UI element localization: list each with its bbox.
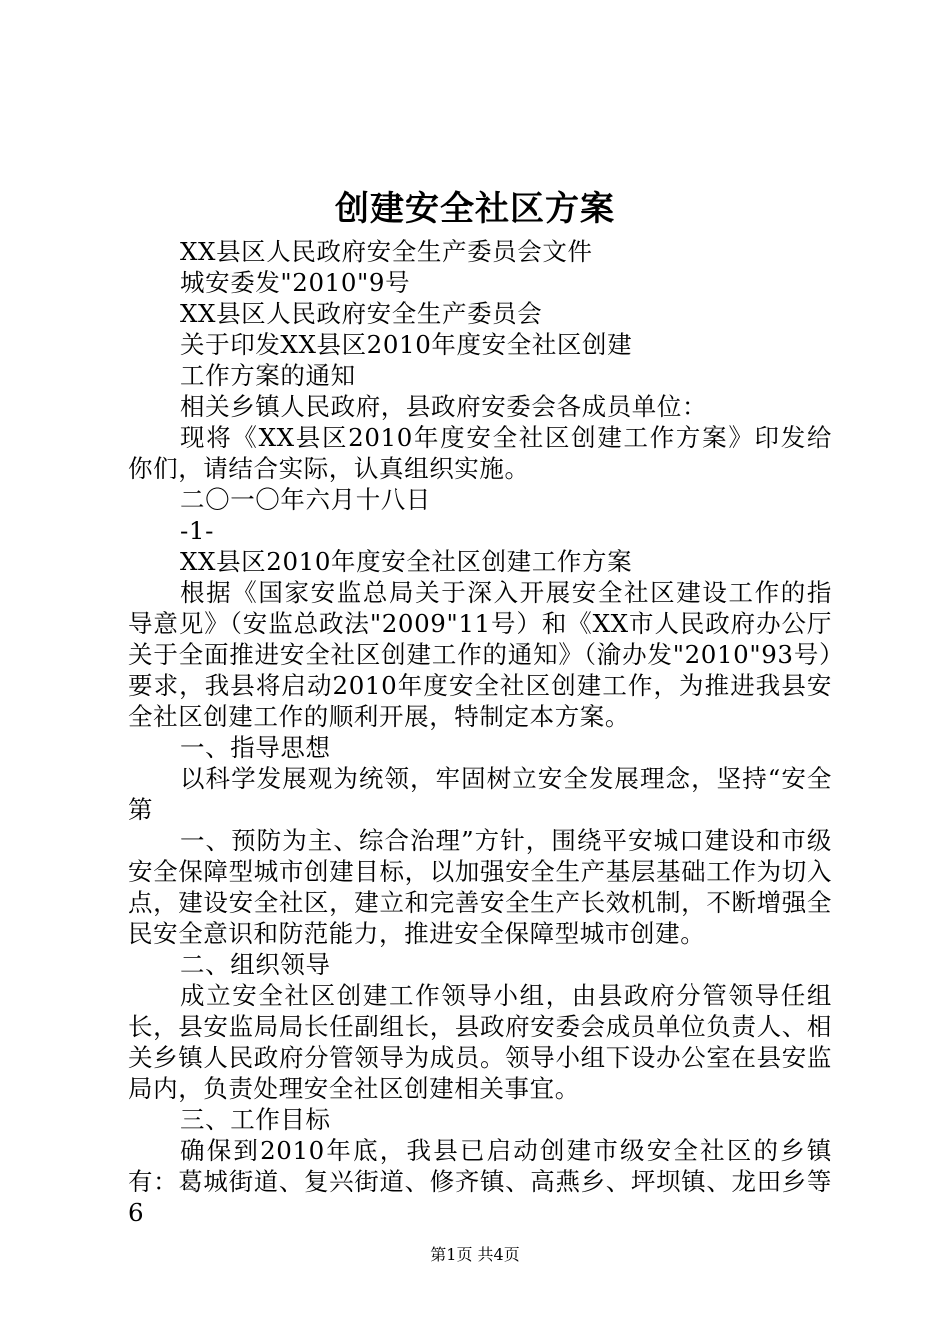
paragraph: 以科学发展观为统领，牢固树立安全发展理念，坚持“安全第 [128, 764, 832, 824]
page-footer: 第1页 共4页 [430, 1245, 520, 1264]
section-heading: 一、指导思想 [180, 733, 331, 762]
paragraph: 一、预防为主、综合治理”方针，围绕平安城口建设和市级安全保障型城市创建目标，以加强安全生产基层基础工作为切入点，建设安全社区，建立和完善安全生产长效机制，不断增强全民安全意识和防范能力，推进安全保障型城市创建。 [128, 826, 832, 948]
paragraph: 二〇一〇年六月十八日 [180, 485, 431, 514]
paragraph: XX县区2010年度安全社区创建工作方案 [180, 547, 633, 576]
section-heading: 三、工作目标 [180, 1105, 331, 1134]
document-body [128, 236, 832, 1228]
paragraph: 关于印发XX县区2010年度安全社区创建 [180, 330, 633, 359]
document-title: 创建安全社区方案 [335, 189, 615, 229]
paragraph: 工作方案的通知 [180, 361, 356, 390]
paragraph: 确保到2010年底，我县已启动创建市级安全社区的乡镇有：葛城街道、复兴街道、修齐镇、高燕乡、坪坝镇、龙田乡等6 [128, 1136, 832, 1227]
paragraph: 相关乡镇人民政府，县政府安委会各成员单位： [180, 392, 708, 421]
paragraph: XX县区人民政府安全生产委员会文件 [180, 237, 593, 266]
paragraph: 城安委发"2010"9号 [180, 268, 411, 297]
paragraph: -1- [180, 516, 214, 545]
section-heading: 二、组织领导 [180, 950, 331, 979]
paragraph: 现将《XX县区2010年度安全社区创建工作方案》印发给你们，请结合实际，认真组织实施。 [128, 423, 832, 483]
paragraph: XX县区人民政府安全生产委员会 [180, 299, 543, 328]
paragraph: 根据《国家安监总局关于深入开展安全社区建设工作的指导意见》（安监总政法"2009"11号）和《XX市人民政府办公厅关于全面推进安全社区创建工作的通知》（渝办发"2010"93号）要求，我县将启动2010年度安全社区创建工作，为推进我县安全社区创建工作的顺利开展，特制定本方案。 [128, 578, 832, 731]
paragraph: 成立安全社区创建工作领导小组，由县政府分管领导任组长，县安监局局长任副组长，县政府安委会成员单位负责人、相关乡镇人民政府分管领导为成员。领导小组下设办公室在县安监局内，负责处理安全社区创建相关事宜。 [128, 981, 832, 1103]
